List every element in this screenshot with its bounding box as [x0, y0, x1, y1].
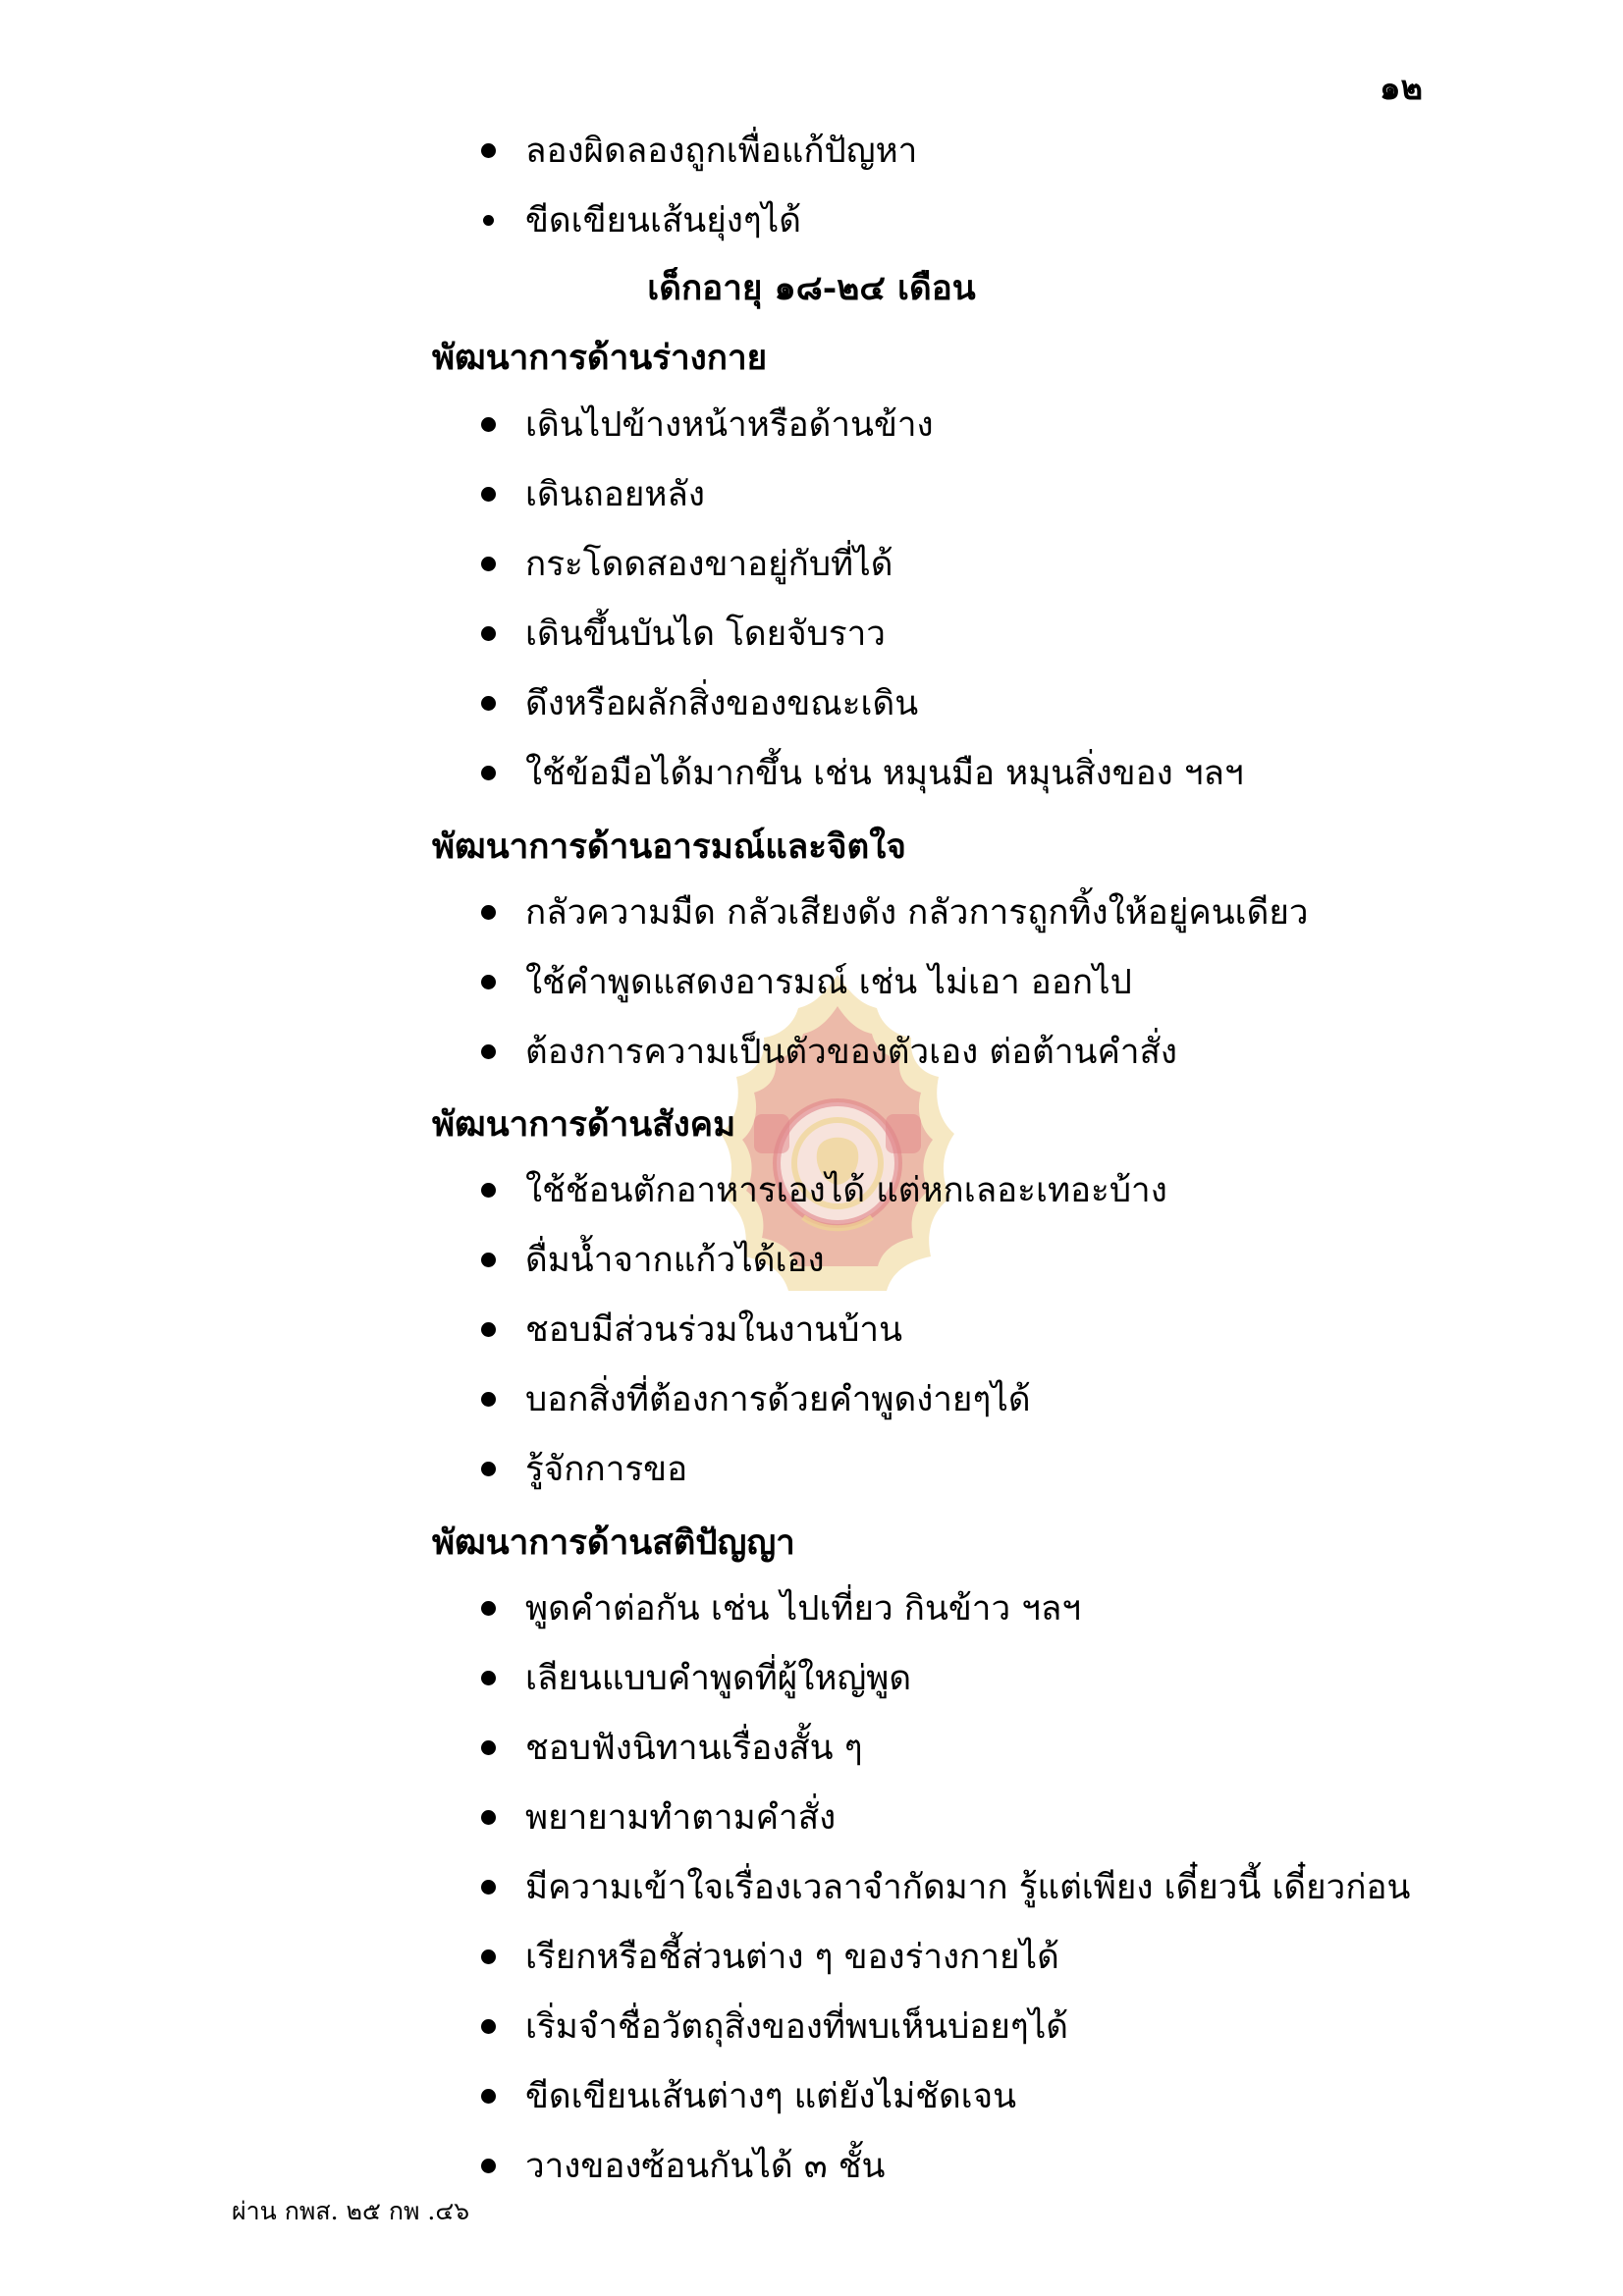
list-item: [481, 121, 917, 180]
bullet-icon: [481, 626, 496, 641]
list-item-text: ขีดเขียนเส้นต่างๆ แต่ยังไม่ชัดเจน: [525, 2076, 1017, 2116]
list-item: [481, 2136, 885, 2195]
list-item-text: พยายามทำตามคำสั่ง: [525, 1797, 837, 1838]
list-item: [481, 1648, 911, 1707]
bullet-icon: [481, 1810, 496, 1825]
bullet-icon: [481, 1740, 496, 1755]
bullet-icon: [481, 696, 496, 711]
list-item-text: กระโดดสองขาอยู่กับที่ได้: [525, 544, 893, 584]
list-item: [481, 2066, 1016, 2125]
bullet-icon: [481, 905, 496, 920]
list-item: [481, 1022, 1177, 1081]
bullet-icon: [481, 1183, 496, 1198]
list-item-text: มีความเข้าใจเรื่องเวลาจำกัดมาก รู้แต่เพียง เดี๋ยวนี้ เดี๋ยวก่อน: [525, 1867, 1411, 1907]
list-item-text: ขีดเขียนเส้นยุ่งๆได้: [525, 200, 801, 240]
list-item-text: ดื่มน้ำจากแก้วได้เอง: [525, 1240, 825, 1280]
bullet-icon: [481, 2019, 496, 2034]
list-item-text: ใช้ข้อมือได้มากขึ้น เช่น หมุนมือ หมุนสิ่งของ ฯลฯ: [525, 753, 1244, 793]
list-item-text: ชอบมีส่วนร่วมในงานบ้าน: [525, 1309, 903, 1350]
bullet-icon: [481, 1322, 496, 1337]
bullet-icon: [481, 1253, 496, 1267]
list-item: [481, 1997, 1068, 2056]
list-item-text: ชอบฟังนิทานเรื่องสั้น ๆ: [525, 1728, 863, 1768]
bullet-icon: [481, 487, 496, 502]
page-number: ๑๒: [1380, 69, 1423, 108]
section-title-physical: พัฒนาการด้านร่างกาย: [432, 338, 768, 378]
list-item-text: เดินขึ้นบันได โดยจับราว: [525, 614, 886, 654]
list-item: [481, 1160, 1167, 1219]
bullet-icon: [481, 1671, 496, 1685]
bullet-icon: [481, 766, 496, 780]
list-item-text: ใช้คำพูดแสดงอารมณ์ เช่น ไม่เอา ออกไป: [525, 962, 1132, 1002]
list-item: [481, 1369, 1031, 1428]
list-item-text: เลียนแบบคำพูดที่ผู้ใหญ่พูด: [525, 1658, 912, 1698]
list-item: [481, 882, 1309, 941]
list-item: [481, 1578, 1081, 1637]
list-item: [481, 464, 705, 523]
list-item: [481, 1788, 836, 1846]
list-item: [481, 1718, 863, 1777]
list-item-text: รู้จักการขอ: [525, 1449, 688, 1489]
bullet-icon: [481, 1392, 496, 1407]
list-item-text: ลองผิดลองถูกเพื่อแก้ปัญหา: [525, 131, 918, 171]
list-item: [481, 1439, 687, 1498]
bullet-icon: [481, 1462, 496, 1476]
list-item: [481, 1927, 1059, 1986]
list-item: [481, 190, 801, 249]
list-item-text: เดินไปข้างหน้าหรือด้านข้าง: [525, 404, 934, 445]
list-item: [481, 1230, 825, 1289]
bullet-icon: [481, 1044, 496, 1059]
bullet-icon: [483, 215, 494, 226]
list-item-text: ใช้ช้อนตักอาหารเองได้ แต่หกเลอะเทอะบ้าง: [525, 1170, 1167, 1210]
list-item: [481, 952, 1132, 1011]
section-title-emotional: พัฒนาการด้านอารมณ์และจิตใจ: [432, 827, 906, 867]
list-item: [481, 743, 1244, 802]
footer-note: ผ่าน กพส. ๒๕ กพ .๔๖: [232, 2197, 470, 2225]
list-item-text: ดึงหรือผลักสิ่งของขณะเดิน: [525, 683, 919, 723]
section-title-social: พัฒนาการด้านสังคม: [432, 1104, 736, 1145]
list-item: [481, 1300, 902, 1359]
list-item-text: บอกสิ่งที่ต้องการด้วยคำพูดง่ายๆได้: [525, 1379, 1031, 1419]
list-item-text: เรียกหรือชี้ส่วนต่าง ๆ ของร่างกายได้: [525, 1937, 1059, 1977]
bullet-icon: [481, 1880, 496, 1895]
bullet-icon: [481, 1601, 496, 1616]
bullet-icon: [481, 975, 496, 989]
bullet-icon: [481, 417, 496, 432]
list-item-text: พูดคำต่อกัน เช่น ไปเที่ยว กินข้าว ฯลฯ: [525, 1588, 1081, 1629]
list-item: [481, 395, 934, 454]
bullet-icon: [481, 557, 496, 571]
bullet-icon: [481, 1949, 496, 1964]
list-item: [481, 673, 918, 732]
list-item-text: เดินถอยหลัง: [525, 474, 705, 514]
bullet-icon: [481, 143, 496, 158]
list-item: [481, 1857, 1410, 1916]
list-item-text: กลัวความมืด กลัวเสียงดัง กลัวการถูกทิ้งให้อยู่คนเดียว: [525, 892, 1309, 933]
section-title-intellectual: พัฒนาการด้านสติปัญญา: [432, 1522, 795, 1563]
list-item: [481, 604, 886, 663]
list-item: [481, 534, 893, 593]
list-item-text: ต้องการความเป็นตัวของตัวเอง ต่อต้านคำสั่ง: [525, 1032, 1177, 1072]
list-item-text: เริ่มจำชื่อวัตถุสิ่งของที่พบเห็นบ่อยๆได้: [525, 2006, 1069, 2047]
list-item-text: วางของซ้อนกันได้ ๓ ชั้น: [525, 2146, 886, 2186]
age-heading: เด็กอายุ ๑๘-๒๔ เดือน: [647, 268, 976, 308]
bullet-icon: [481, 2159, 496, 2173]
bullet-icon: [481, 2089, 496, 2104]
